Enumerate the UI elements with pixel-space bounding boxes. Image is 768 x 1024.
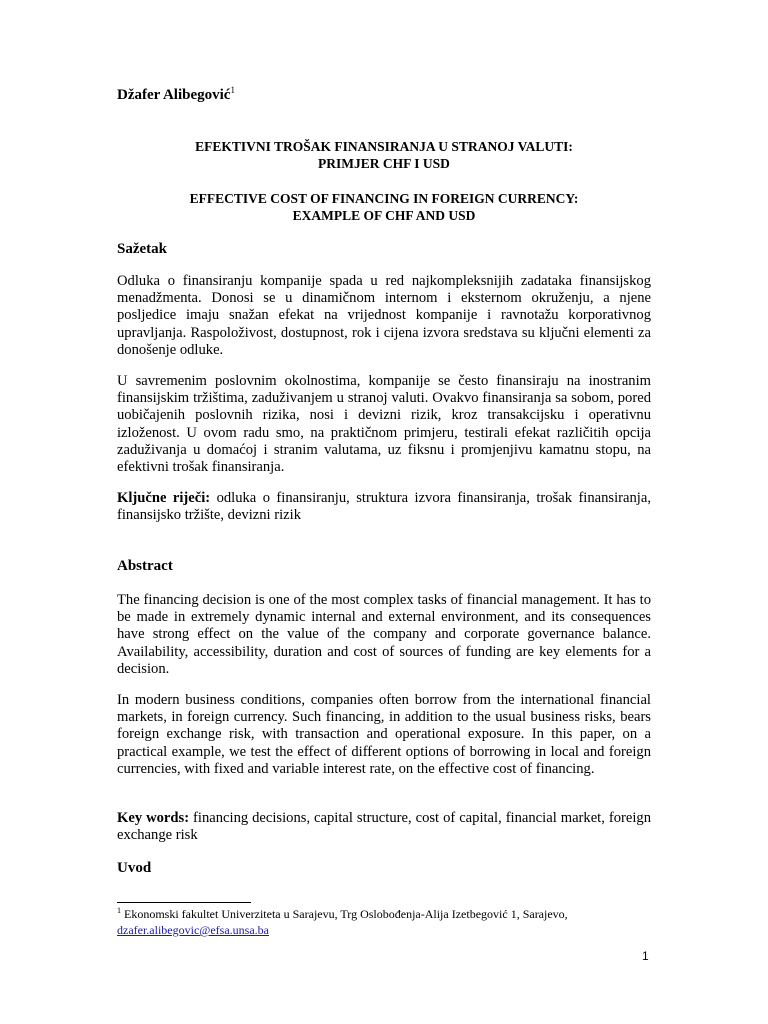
sazetak-paragraph-1: Odluka o finansiranju kompanije spada u red najkompleksnijih zadataka finansijskog menadžmenta. Donosi se u dinamičnom internom i eksternom okruženju, a njene posljedice imaju snažan efekat na vrijednost kompanije i ravnotažu korporativnog upravljanja. Raspoloživost, dostupnost, rok i cijena izvora sredstava su ključni elementi za donošenje odluke.: [117, 273, 651, 358]
author-name-text: Džafer Alibegović: [117, 87, 231, 103]
footnote-separator: [117, 902, 251, 903]
title-bosnian-line2: PRIMJER CHF I USD: [318, 156, 450, 171]
sazetak-keywords-label: Ključne riječi:: [117, 490, 211, 506]
abstract-heading: Abstract: [117, 558, 173, 574]
footnote-text: Ekonomski fakultet Univerziteta u Sarajevu, Trg Oslobođenja-Alija Izetbegović 1, Sarajevo,: [121, 907, 568, 921]
title-bosnian: [117, 138, 651, 172]
uvod-heading: Uvod: [117, 860, 152, 876]
footnote-marker: 1: [117, 906, 121, 915]
sazetak-keywords: [117, 490, 651, 524]
abstract-keywords: [117, 810, 651, 844]
abstract-paragraph-1: The financing decision is one of the most complex tasks of financial management. It has to be made in extremely dynamic internal and external environment, and its consequences have strong effect on the value of the company and corporate governance balance. Availability, accessibility, duration and cost of sources of funding are key elements for a decision.: [117, 592, 651, 677]
title-english-line1: EFFECTIVE COST OF FINANCING IN FOREIGN CURRENCY:: [189, 191, 579, 206]
sazetak-paragraph-2: U savremenim poslovnim okolnostima, kompanije se često finansiraju na inostranim finansijskim tržištima, zaduživanjem u stranoj valuti. Ovakvo finansiranja sa sobom, pored uobičajenih poslovnih rizika, nosi i devizni rizik, kroz transakcijsku i operativnu izloženost. U ovom radu smo, na praktičnom primjeru, testirali efekat različitih opcija zaduživanja u domaćoj i stranim valutama, uz fiksnu i promjenjivu kamatnu stopu, na efektivni trošak finansiranja.: [117, 373, 651, 476]
footnote-email-link[interactable]: dzafer.alibegovic@efsa.unsa.ba: [117, 923, 269, 937]
author-footnote-marker[interactable]: 1: [230, 85, 235, 95]
footnote: [117, 906, 677, 938]
abstract-keywords-label: Key words:: [117, 810, 190, 826]
title-english: [117, 190, 651, 224]
author-name: [117, 87, 235, 104]
page-number: 1: [642, 949, 649, 963]
abstract-keywords-text: financing decisions, capital structure, cost of capital, financial market, foreign exchange risk: [117, 810, 651, 844]
title-english-line2: EXAMPLE OF CHF AND USD: [292, 208, 476, 223]
sazetak-heading: Sažetak: [117, 241, 167, 257]
sazetak-keywords-text: odluka o finansiranju, struktura izvora finansiranja, trošak finansiranja, finansijsko tržište, devizni rizik: [117, 490, 651, 524]
title-bosnian-line1: EFEKTIVNI TROŠAK FINANSIRANJA U STRANOJ VALUTI:: [195, 139, 573, 154]
abstract-paragraph-2: In modern business conditions, companies often borrow from the international financial markets, in foreign currency. Such financing, in addition to the usual business risks, bears foreign exchange risk, with transaction and operational exposure. In this paper, on a practical example, we test the effect of different options of borrowing in local and foreign currencies, with fixed and variable interest rate, on the effective cost of financing.: [117, 692, 651, 777]
